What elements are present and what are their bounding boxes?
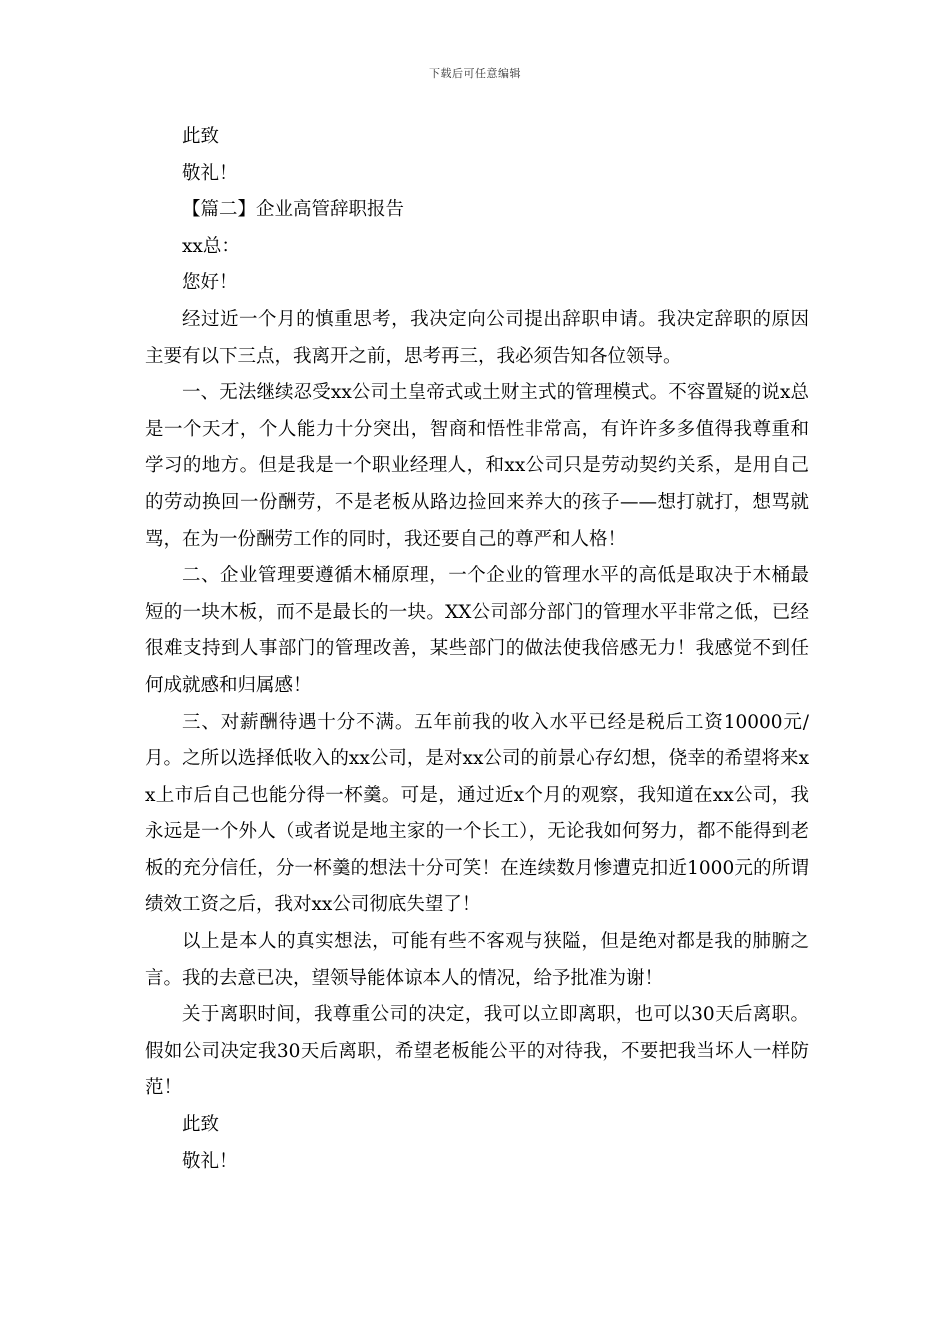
closing-salutation: 敬礼！ bbox=[182, 162, 238, 184]
document-body bbox=[145, 119, 809, 1180]
greeting-line: 您好！ bbox=[182, 272, 238, 294]
closing-salutation: 敬礼！ bbox=[182, 1150, 238, 1172]
body-paragraph: 经过近一个月的慎重思考，我决定向公司提出辞职申请。我决定辞职的原因主要有以下三点，我离开之前，思考再三，我必须告知各位领导。 bbox=[145, 308, 809, 367]
body-paragraph: 二、企业管理要遵循木桶原理，一个企业的管理水平的高低是取决于木桶最短的一块木板，而不是最长的一块。XX公司部分部门的管理水平非常之低，已经很难支持到人事部门的管理改善，某些部门的做法使我倍感无力！我感觉不到任何成就感和归属感！ bbox=[145, 565, 809, 696]
body-paragraph: 以上是本人的真实想法，可能有些不客观与狭隘，但是绝对都是我的肺腑之言。我的去意已决，望领导能体谅本人的情况，给予批准为谢！ bbox=[145, 931, 809, 989]
page-header: 下载后可任意编辑 bbox=[429, 67, 521, 80]
closing-line: 此致 bbox=[182, 126, 220, 147]
body-paragraph: 关于离职时间，我尊重公司的决定，我可以立即离职，也可以30天后离职。假如公司决定我30天后离职，希望老板能公平的对待我，不要把我当坏人一样防范！ bbox=[145, 1004, 809, 1099]
body-paragraph: 一、无法继续忍受xx公司土皇帝式或土财主式的管理模式。不容置疑的说x总是一个天才，个人能力十分突出，智商和悟性非常高，有许许多多值得我尊重和学习的地方。但是我是一个职业经理人，和xx公司只是劳动契约关系，是用自己的劳动换回一份酬劳，不是老板从路边捡回来养大的孩子——想打就打，想骂就骂，在为一份酬劳工作的同时，我还要自己的尊严和人格！ bbox=[145, 382, 809, 550]
section-title: 【篇二】企业高管辞职报告 bbox=[182, 199, 405, 221]
recipient-line: xx总： bbox=[182, 235, 240, 257]
body-paragraph: 三、对薪酬待遇十分不满。五年前我的收入水平已经是税后工资10000元/月。之所以选择低收入的xx公司，是对xx公司的前景心存幻想，侥幸的希望将来xx上市后自己也能分得一杯羹。可是，通过近x个月的观察，我知道在xx公司，我永远是一个外人（或者说是地主家的一个长工），无论我如何努力，都不能得到老板的充分信任，分一杯羹的想法十分可笑！在连续数月惨遭克扣近1000元的所谓绩效工资之后，我对xx公司彻底失望了！ bbox=[145, 711, 809, 916]
closing-line: 此致 bbox=[182, 1114, 220, 1136]
